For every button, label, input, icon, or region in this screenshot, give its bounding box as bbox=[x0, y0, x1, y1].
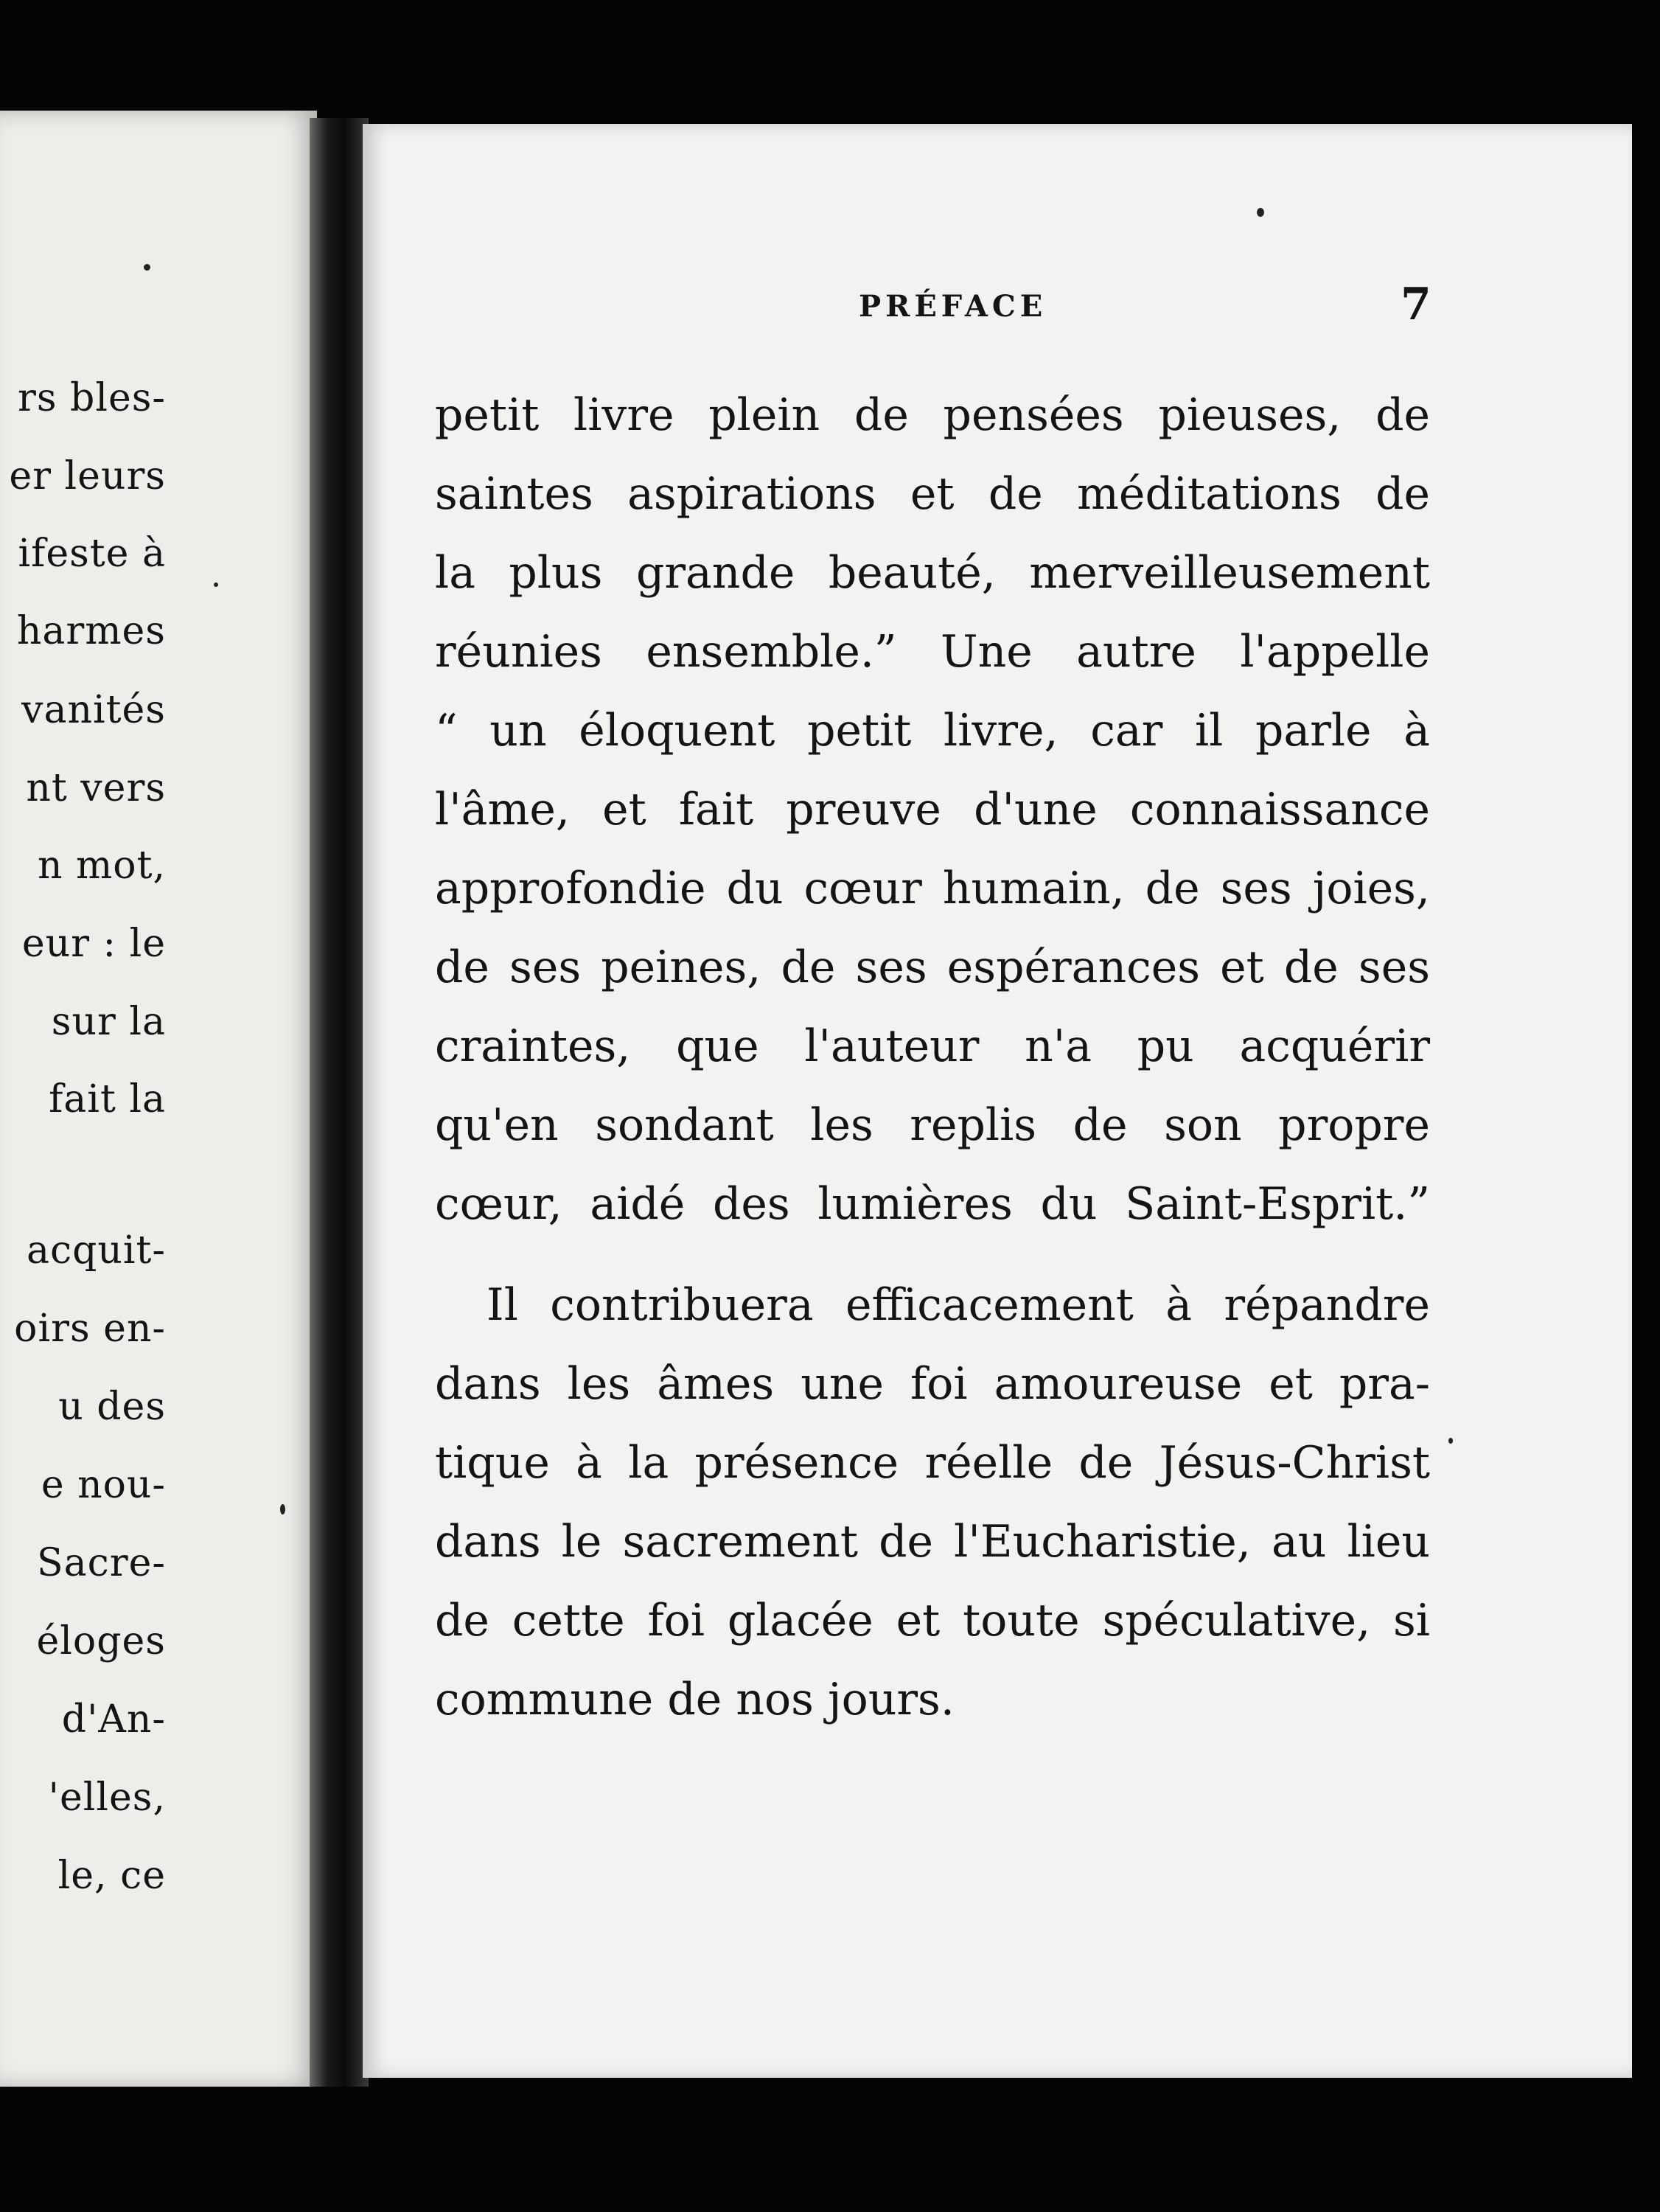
paragraph-2-line: de cette foi glacée et toute spéculative, si bbox=[435, 1595, 1430, 1646]
scan-speck bbox=[280, 1504, 285, 1514]
paragraph-1-line: réunies ensemble.” Une autre l'appelle bbox=[435, 626, 1430, 678]
left-page-line: n mot, bbox=[37, 844, 166, 888]
body-text bbox=[435, 376, 1430, 1739]
paragraph-1-line: approfondie du cœur humain, de ses joies, bbox=[435, 863, 1430, 914]
left-page bbox=[0, 111, 317, 2087]
paragraph-1-line: cœur, aidé des lumières du Saint-Esprit.” bbox=[435, 1178, 1430, 1230]
left-page-line: fait la bbox=[49, 1077, 166, 1121]
paragraph-1-line: qu'en sondant les replis de son propre bbox=[435, 1099, 1430, 1151]
left-page-line: 'elles, bbox=[48, 1775, 166, 1820]
scan-speck bbox=[214, 582, 218, 587]
paragraph-2-line: dans le sacrement de l'Eucharistie, au lieu bbox=[435, 1516, 1430, 1568]
paragraph-1-line: saintes aspirations et de méditations de bbox=[435, 468, 1430, 520]
scan-speck bbox=[144, 264, 150, 271]
left-page-line: le, ce bbox=[57, 1854, 166, 1898]
paragraph-2-line: Il contribuera efficacement à répandre bbox=[487, 1279, 1430, 1331]
left-page-line: e nou- bbox=[41, 1463, 166, 1507]
left-page-line: er leurs bbox=[9, 454, 166, 498]
paragraph-2-line: dans les âmes une foi amoureuse et pra- bbox=[435, 1358, 1430, 1410]
left-page-line: harmes bbox=[16, 609, 166, 653]
left-page-line: ifeste à bbox=[18, 532, 166, 576]
left-page-line: éloges bbox=[36, 1619, 166, 1663]
scan-speck bbox=[1448, 1438, 1453, 1444]
paragraph-1-line: petit livre plein de pensées pieuses, de bbox=[435, 389, 1430, 441]
left-page-line: acquit- bbox=[27, 1228, 166, 1273]
paragraph-2-line: tique à la présence réelle de Jésus-Christ bbox=[435, 1437, 1430, 1489]
scan-speck bbox=[1257, 208, 1264, 217]
left-page-line: d'An- bbox=[61, 1697, 166, 1742]
paragraph-1-line: la plus grande beauté, merveilleusement bbox=[435, 547, 1430, 599]
left-page-line: eur : le bbox=[21, 922, 166, 966]
paragraph-1-line: “ un éloquent petit livre, car il parle à bbox=[435, 705, 1430, 757]
paragraph-1-line: l'âme, et fait preuve d'une connaissance bbox=[435, 784, 1430, 835]
left-page-line: oirs en- bbox=[14, 1307, 166, 1351]
left-page-line: vanités bbox=[21, 688, 166, 732]
left-page-line: Sacre- bbox=[37, 1541, 166, 1585]
paragraph-1-line: de ses peines, de ses espérances et de ses bbox=[435, 942, 1430, 993]
paragraph-2-line: commune de nos jours. bbox=[435, 1674, 955, 1725]
left-page-line: u des bbox=[58, 1385, 166, 1429]
book-gutter bbox=[310, 118, 369, 2087]
page-number: 7 bbox=[1401, 279, 1431, 330]
left-page-line: sur la bbox=[51, 1000, 166, 1044]
left-page-line: rs bles- bbox=[17, 376, 166, 420]
running-head: PRÉFACE bbox=[859, 289, 1047, 324]
left-page-line: nt vers bbox=[26, 766, 166, 810]
paragraph-1-line: craintes, que l'auteur n'a pu acquérir bbox=[435, 1020, 1430, 1072]
